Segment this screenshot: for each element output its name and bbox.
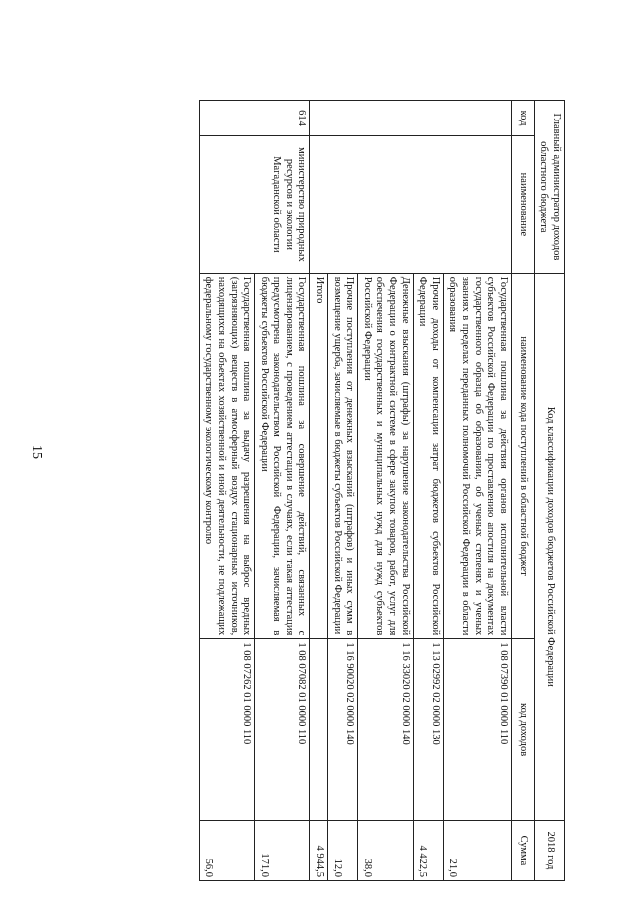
sum-cell: 38,0 xyxy=(358,820,413,880)
revenue-name-cell: Денежные взыскания (штрафы) за нарушение законодательства Российской Федерации о контрактной системе в сфере закупок товаров, работ, услуг для обеспечения государственных и муниципальных нужд для нужд субъектов Российской Федерации xyxy=(358,273,413,639)
revenue-table xyxy=(199,100,565,881)
revenue-name-cell: Государственная пошлина за действия органов исполнительной власти субъектов Российской Федерации по проставлению апостиля на документах государственного образца об образовании, об ученых степенях и ученых званиях в пределах переданных полномочий Российской Федерации в области образования xyxy=(443,273,511,639)
header-year: 2018 год xyxy=(534,820,564,880)
admin-code-cell xyxy=(310,101,511,136)
revenue-code-cell: 1 08 07262 01 0000 110 xyxy=(199,639,254,821)
admin-code-cell: 614 xyxy=(199,101,310,136)
admin-name-cell: министерство природных ресурсов и экологии Магаданской области xyxy=(199,136,310,274)
total-label: Итого xyxy=(310,273,328,639)
header-classification-group: Код классификации доходов бюджетов Российской Федерации xyxy=(534,273,564,820)
header-code: код xyxy=(511,101,534,136)
revenue-name-cell: Прочие поступления от денежных взысканий (штрафов) и иных сумм в возмещение ущерба, зачисляемые в бюджеты субъектов Российской Федерации xyxy=(328,273,358,639)
header-sum: Сумма xyxy=(511,820,534,880)
header-admin-group: Главный администратор доходов областного бюджета xyxy=(534,101,564,274)
header-revenue-name: наименование кода поступлений в областной бюджет xyxy=(511,273,534,639)
revenue-code-cell: 1 08 07390 01 0000 110 xyxy=(443,639,511,821)
revenue-name-cell: Прочие доходы от компенсации затрат бюджетов субъектов Российской Федерации xyxy=(413,273,443,639)
table-row xyxy=(443,101,511,881)
admin-name-cell xyxy=(310,136,511,274)
revenue-code-cell: 1 08 07082 01 0000 110 xyxy=(255,639,310,821)
revenue-code-cell: 1 16 33020 02 0000 140 xyxy=(358,639,413,821)
revenue-code-cell: 1 13 02992 02 0000 130 xyxy=(413,639,443,821)
page-number: 15 xyxy=(29,445,44,459)
sum-cell: 21,0 xyxy=(443,820,511,880)
header-name: наименование xyxy=(511,136,534,274)
header-revenue-code: код доходов xyxy=(511,639,534,821)
total-code-cell xyxy=(310,639,328,821)
sum-cell: 56,0 xyxy=(199,820,254,880)
revenue-name-cell: Государственная пошлина за совершение действий, связанных с лицензированием, с проведением аттестации в случаях, если такая аттестация предусмотрена законодательством Российской Федерации, зачисляемая в бюджеты субъектов Российской Федерации xyxy=(255,273,310,639)
revenue-code-cell: 1 16 90020 02 0000 140 xyxy=(328,639,358,821)
revenue-name-cell: Государственная пошлина за выдачу разрешения на выброс вредных (загрязняющих) веществ в атмосферный воздух стационарных источников, находящихся на объектах хозяйственной и иной деятельности, не подлежащих федеральному государственному экологическому контролю xyxy=(199,273,254,639)
total-sum: 4 944,5 xyxy=(310,820,328,880)
sum-cell: 4 422,5 xyxy=(413,820,443,880)
sum-cell: 171,0 xyxy=(255,820,310,880)
sum-cell: 12,0 xyxy=(328,820,358,880)
table-row xyxy=(255,101,310,881)
